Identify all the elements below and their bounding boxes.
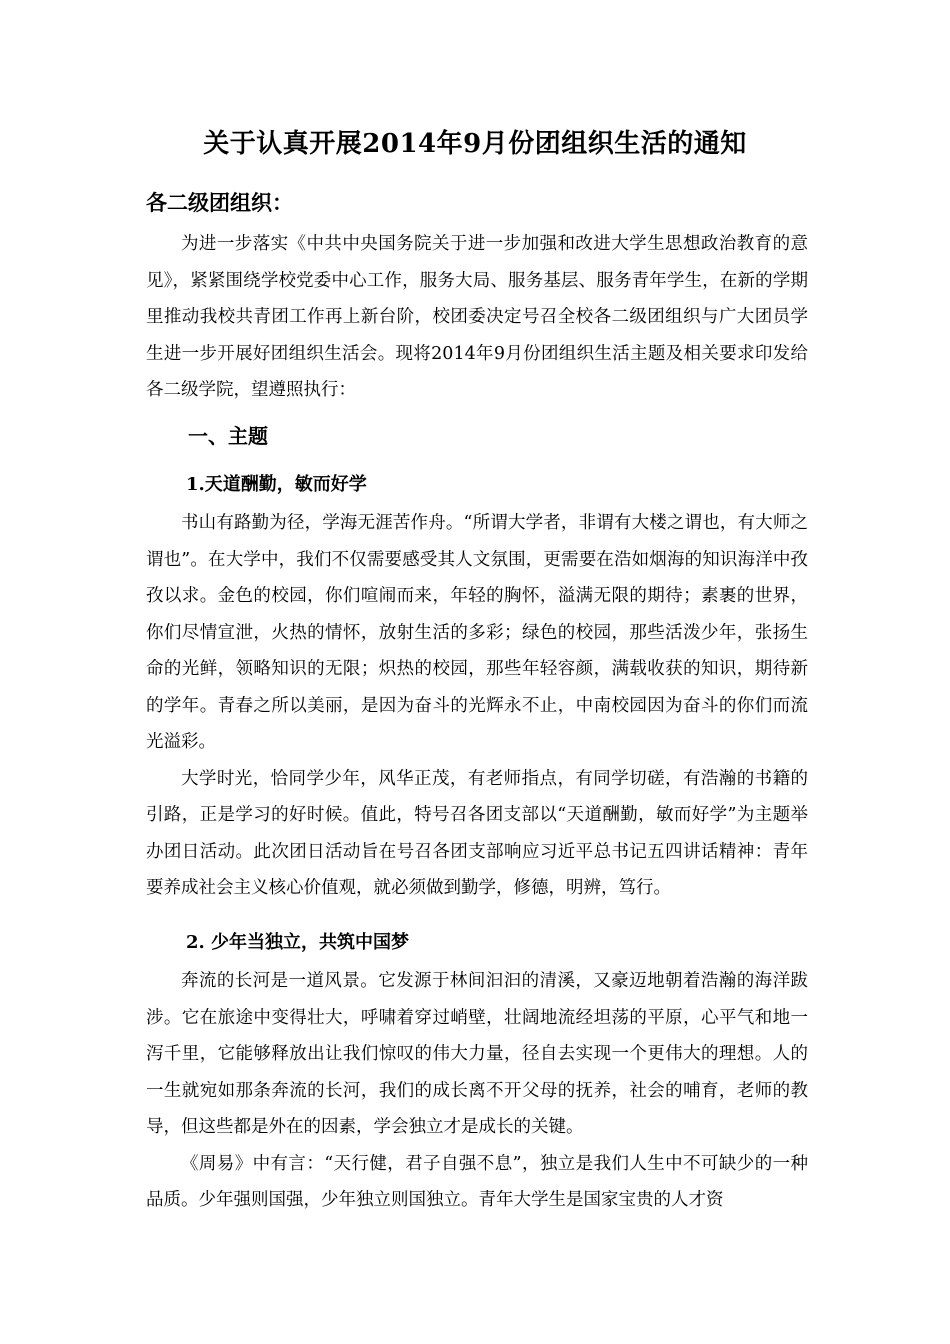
intro-paragraph: 为进一步落实《中共中央国务院关于进一步加强和改进大学生思想政治教育的意见》，紧紧围绕学校党委中心工作，服务大局、服务基层、服务青年学生，在新的学期里推动我校共青团工作再上新台阶，校团委决定号召全校各二级团组织与广大团员学生进一步开展好团组织生活会。现将2014年9月份团组织生活主题及相关要求印发给各二级学院，望遵照执行： [146, 234, 808, 400]
document-title: 关于认真开展2014年9月份团组织生活的通知 [203, 129, 747, 159]
topic-1-section [146, 505, 808, 907]
topic-2-section [146, 963, 808, 1219]
topic-1-heading: 1.天道酬勤，敏而好学 [186, 474, 367, 495]
topic-1-paragraph-2: 大学时光，恰同学少年，风华正茂，有老师指点，有同学切磋，有浩瀚的书籍的引路，正是学习的好时候。值此，特号召各团支部以“天道酬勤，敏而好学”为主题举办团日活动。此次团日活动旨在号召各团支部响应习近平总书记五四讲话精神：青年要养成社会主义核心价值观，就必须做到勤学，修德，明辨，笃行。 [146, 768, 808, 898]
section-heading-theme: 一、主题 [188, 424, 268, 448]
topic-2-heading: 2. 少年当独立，共筑中国梦 [186, 932, 410, 953]
topic-2-paragraph-1: 奔流的长河是一道风景。它发源于林间汩汩的清溪，又豪迈地朝着浩瀚的海洋跋涉。它在旅途中变得壮大，呼啸着穿过峭壁，壮阔地流经坦荡的平原，心平气和地一泻千里，它能够释放出让我们惊叹的伟大力量，径自去实现一个更伟大的理想。人的一生就宛如那条奔流的长河，我们的成长离不开父母的抚养，社会的哺育，老师的教导，但这些都是外在的因素，学会独立才是成长的关键。 [146, 971, 808, 1137]
topic-1-paragraph-1: 书山有路勤为径，学海无涯苦作舟。“所谓大学者，非谓有大楼之谓也，有大师之谓也”。在大学中，我们不仅需要感受其人文氛围，更需要在浩如烟海的知识海洋中孜孜以求。金色的校园，你们喧闹而来，年轻的胸怀，溢满无限的期待；素裹的世界，你们尽情宣泄，火热的情怀，放射生活的多彩；绿色的校园，那些活泼少年，张扬生命的光鲜，领略知识的无限；炽热的校园，那些年轻容颜，满载收获的知识，期待新的学年。青春之所以美丽，是因为奋斗的光辉永不止，中南校园因为奋斗的你们而流光溢彩。 [146, 513, 808, 752]
salutation: 各二级团组织： [146, 190, 293, 215]
intro-section [146, 226, 808, 409]
topic-2-paragraph-2: 《周易》中有言：“天行健，君子自强不息”，独立是我们人生中不可缺少的一种品质。少年强则国强，少年独立则国独立。青年大学生是国家宝贵的人才资 [146, 1153, 808, 1210]
